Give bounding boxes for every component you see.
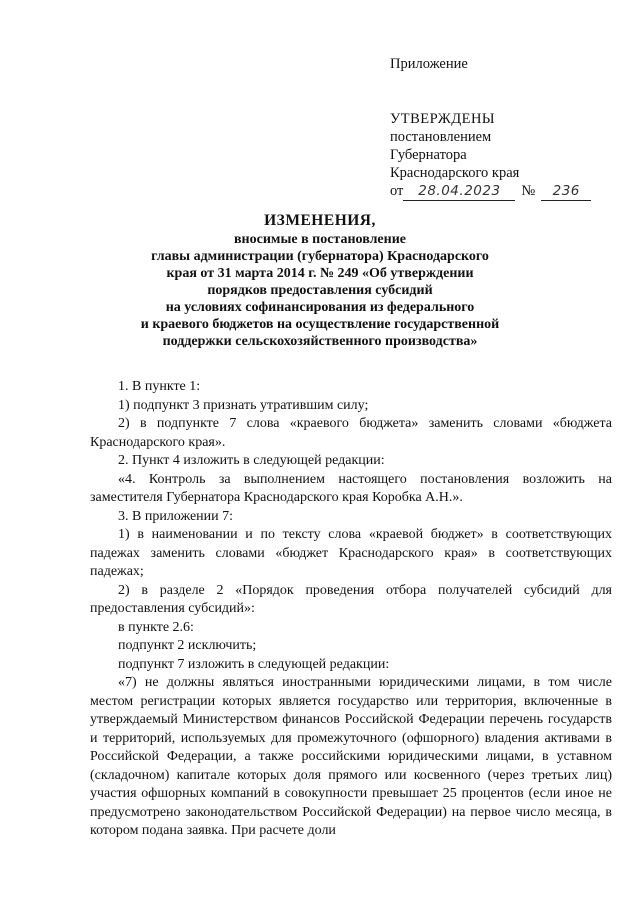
title-line: края от 31 марта 2014 г. № 249 «Об утверждении — [166, 266, 474, 281]
title-line: поддержки сельскохозяйственного производства» — [162, 334, 478, 349]
appendix-label: Приложение — [390, 56, 468, 72]
paragraph: 1) в наименовании и по тексту слова «краевой бюджет» в соответствующих падежах заменить словами «бюджет Краснодарского края» в соответствующих падежах; — [90, 527, 612, 579]
document-title — [100, 212, 540, 350]
paragraph: 2) в подпункте 7 слова «краевого бюджета» заменить словами «бюджета Краснодарского края». — [90, 416, 612, 450]
approval-line-4: Краснодарского края — [390, 165, 520, 181]
approval-heading: УТВЕРЖДЕНЫ — [390, 111, 496, 127]
number-sign: № — [521, 183, 536, 199]
handwritten-number: 236 — [541, 182, 591, 201]
title-line: порядков предоставления субсидий — [207, 283, 433, 298]
paragraph: в пункте 2.6: — [118, 619, 194, 635]
paragraph: 1. В пункте 1: — [118, 379, 201, 394]
title-line: и краевого бюджетов на осуществление государственной — [140, 317, 500, 332]
paragraph: 2) в разделе 2 «Порядок проведения отбора получателей субсидий для предоставления субсидий»: — [90, 582, 612, 616]
title-heading: ИЗМЕНЕНИЯ, — [264, 212, 376, 229]
approval-line-3: Губернатора — [390, 147, 467, 163]
title-line: главы администрации (губернатора) Краснодарского — [151, 249, 489, 264]
approval-block — [390, 110, 591, 201]
paragraph: «4. Контроль за выполнением настоящего постановления возложить на заместителя Губернатора Краснодарского края Коробка А.Н.». — [90, 471, 612, 505]
paragraph: подпункт 2 исключить; — [118, 638, 257, 653]
paragraph: 3. В приложении 7: — [118, 508, 234, 524]
date-prefix: от — [390, 183, 404, 199]
approval-line-2: постановлением — [390, 129, 492, 145]
document-body — [90, 378, 612, 841]
handwritten-date: 28.04.2023 — [403, 182, 515, 201]
approval-date-number — [390, 182, 591, 201]
title-line: вносимые в постановление — [234, 232, 406, 247]
paragraph: 2. Пункт 4 изложить в следующей редакции: — [118, 453, 385, 468]
title-line: на условиях софинансирования из федерального — [165, 300, 475, 315]
paragraph: 1) подпункт 3 признать утратившим силу; — [118, 397, 369, 413]
paragraph: подпункт 7 изложить в следующей редакции: — [118, 656, 390, 672]
paragraph: «7) не должны являться иностранными юридическими лицами, в том числе местом регистрации которых является государство или территория, включенные в утверждаемый Министерством финансов Российской Федерации перечень государств и территорий, используемых для промежуточного (офшорного) владения активами в Российской Федерации, а также российскими юридическими лицами, в уставном (складочном) капитале которых доля прямого или косвенного (через третьих лиц) участия офшорных компаний в совокупности превышает 25 процентов (если иное не предусмотрено законодательством Российской Федерации) на первое число месяца, в котором подана заявка. При расчете доли — [90, 675, 612, 838]
